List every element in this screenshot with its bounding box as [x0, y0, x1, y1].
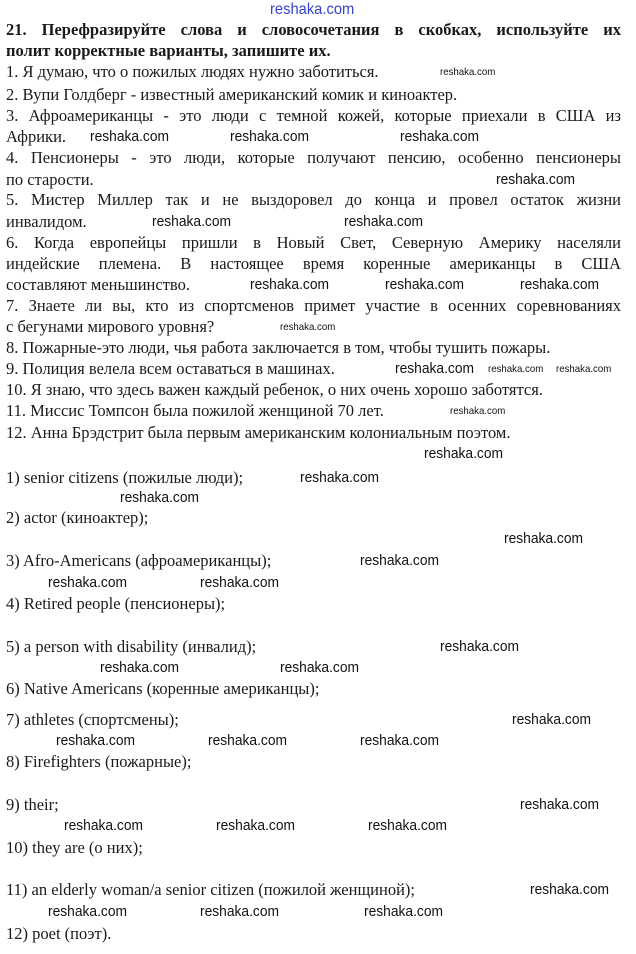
answer: 3) Afro-Americans (афроамериканцы); — [6, 551, 272, 570]
task-heading: 21. Перефразируйте слова и словосочетания в скобках, используйте их — [6, 20, 621, 39]
sentence: по старости. — [6, 170, 94, 189]
answer: 10) they are (о них); — [6, 838, 143, 857]
sentence: 9. Полиция велела всем оставаться в машинах. — [6, 359, 335, 378]
watermark: reshaka.com — [400, 128, 480, 145]
answer: 2) actor (киноактер); — [6, 508, 149, 527]
watermark: reshaka.com — [120, 489, 200, 506]
watermark: reshaka.com — [48, 574, 128, 591]
answer: 6) Native Americans (коренные американцы); — [6, 679, 320, 698]
sentence: 10. Я знаю, что здесь важен каждый ребенок, о них очень хорошо заботятся. — [6, 380, 543, 399]
watermark: reshaka.com — [520, 276, 600, 293]
watermark: reshaka.com — [152, 213, 232, 230]
watermark: reshaka.com — [48, 903, 128, 920]
sentence: Африки. — [6, 127, 67, 146]
watermark: reshaka.com — [250, 276, 330, 293]
watermark: reshaka.com — [368, 817, 448, 834]
sentence: 7. Знаете ли вы, кто из спортсменов примет участие в осенних соревнованиях — [6, 296, 621, 315]
sentence: составляют меньшинство. — [6, 275, 190, 294]
watermark: reshaka.com — [385, 276, 465, 293]
answer: 5) a person with disability (инвалид); — [6, 637, 257, 656]
watermark: reshaka.com — [504, 530, 584, 547]
watermark: reshaka.com — [364, 903, 444, 920]
sentence: инвалидом. — [6, 212, 87, 231]
watermark: reshaka.com — [530, 881, 610, 898]
answer: 9) their; — [6, 795, 59, 814]
answer: 12) poet (поэт). — [6, 924, 112, 943]
watermark: reshaka.com — [200, 903, 280, 920]
sentence: 8. Пожарные-это люди, чья работа заключается в том, чтобы тушить пожары. — [6, 338, 551, 357]
sentence: 2. Вупи Голдберг - известный американский комик и киноактер. — [6, 85, 458, 104]
task-heading-cont: полит корректные варианты, запишите их. — [6, 41, 331, 60]
watermark: reshaka.com — [280, 659, 360, 676]
sentence: 6. Когда европейцы пришли в Новый Свет, Северную Америку населяли — [6, 233, 621, 252]
watermark: reshaka.com — [360, 732, 440, 749]
answer: 7) athletes (спортсмены); — [6, 710, 179, 729]
sentence: 12. Анна Брэдстрит была первым американским колониальным поэтом. — [6, 423, 511, 442]
watermark: reshaka.com — [512, 711, 592, 728]
answer: 4) Retired people (пенсионеры); — [6, 594, 226, 613]
watermark: reshaka.com — [90, 128, 170, 145]
sentence: 5. Мистер Миллер так и не выздоровел до конца и провел остаток жизни — [6, 190, 621, 209]
watermark: reshaka.com — [450, 405, 506, 417]
watermark: reshaka.com — [56, 732, 136, 749]
watermark: reshaka.com — [395, 360, 475, 377]
sentence: с бегунами мирового уровня? — [6, 317, 215, 336]
watermark: reshaka.com — [230, 128, 310, 145]
watermark: reshaka.com — [496, 171, 576, 188]
watermark: reshaka.com — [300, 469, 380, 486]
sentence: 11. Миссис Томпсон была пожилой женщиной 70 лет. — [6, 401, 384, 420]
answer: 1) senior citizens (пожилые люди); — [6, 468, 244, 487]
watermark: reshaka.com — [360, 552, 440, 569]
watermark: reshaka.com — [270, 1, 355, 18]
watermark: reshaka.com — [440, 66, 496, 78]
watermark: reshaka.com — [64, 817, 144, 834]
answer: 8) Firefighters (пожарные); — [6, 752, 192, 771]
watermark: reshaka.com — [216, 817, 296, 834]
watermark: reshaka.com — [520, 796, 600, 813]
watermark: reshaka.com — [280, 321, 336, 333]
sentence: 4. Пенсионеры - это люди, которые получают пенсию, особенно пенсионеры — [6, 148, 621, 167]
watermark: reshaka.com — [440, 638, 520, 655]
watermark: reshaka.com — [556, 363, 612, 375]
sentence: 1. Я думаю, что о пожилых людях нужно заботиться. — [6, 62, 379, 81]
watermark: reshaka.com — [344, 213, 424, 230]
watermark: reshaka.com — [200, 574, 280, 591]
watermark: reshaka.com — [208, 732, 288, 749]
answer: 11) an elderly woman/a senior citizen (пожилой женщиной); — [6, 880, 415, 899]
sentence: 3. Афроамериканцы - это люди с темной кожей, которые приехали в США из — [6, 106, 621, 125]
watermark: reshaka.com — [100, 659, 180, 676]
sentence: индейские племена. В настоящее время коренные американцы в США — [6, 254, 621, 273]
watermark: reshaka.com — [424, 445, 504, 462]
watermark: reshaka.com — [488, 363, 544, 375]
